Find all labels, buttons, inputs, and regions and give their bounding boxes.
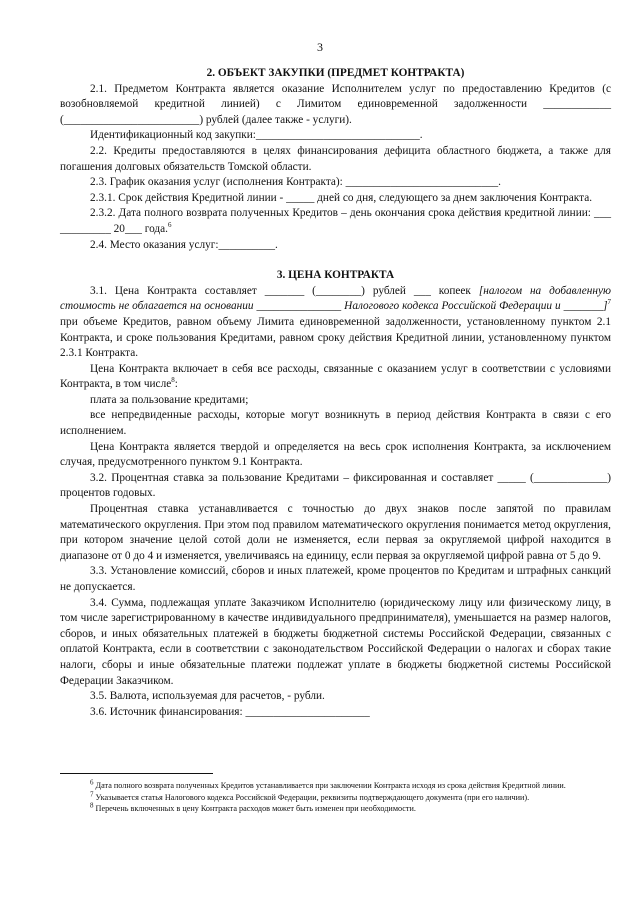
footnote-ref-7: 7 (607, 298, 611, 307)
paragraph-2-3: 2.3. График оказания услуг (исполнения Контракта): ___________________________. (90, 176, 501, 189)
paragraph-3-6: 3.6. Источник финансирования: ______________________ (90, 705, 370, 718)
footnote-8 (60, 803, 611, 815)
paragraph-2-3-2-text: 2.3.2. Дата полного возврата полученных Кредитов – день окончания срока действия кредитной линии: ___ _________ 20___ года. (60, 207, 611, 235)
paragraph-purchase-id: Идентификационный код закупки:_____________________________. (90, 129, 423, 142)
paragraph-price-includes-end: : (174, 378, 178, 391)
paragraph-price-includes (60, 362, 611, 393)
list-item-interest-fee: плата за пользование кредитами; (90, 393, 249, 406)
paragraph-3-1-end: при объеме Кредитов, равном объему Лимита единовременной задолженности, установленному пунктом 2.1 Контракта, и сроке пользования Кредитами, равном сроку действия Кредитной линии, установленному пунктом 2.3.1 Контракта. (60, 315, 611, 360)
paragraph-3-1-start: 3.1. Цена Контракта составляет _______ (________) рублей ___ копеек (90, 284, 479, 297)
footnote-6 (60, 780, 611, 792)
paragraph-3-5: 3.5. Валюта, используемая для расчетов, - рубли. (90, 690, 325, 703)
footnote-ref-8: 8 (171, 376, 175, 385)
footnote-7 (60, 789, 611, 804)
paragraph-2-2: 2.2. Кредиты предоставляются в целях финансирования дефицита областного бюджета, а также для погашения долговых обязательств Томской области. (60, 144, 611, 173)
footnotes (60, 780, 611, 815)
paragraph-2-1: 2.1. Предметом Контракта является оказание Исполнителем услуг по предоставлению Кредитов (с возобновляемой кредитной линией) с Лимитом единовременной задолженности ____________ (________________________) рублей (далее также - услуги). (60, 82, 611, 126)
footnote-number: 7 (90, 789, 94, 798)
paragraph-2-4: 2.4. Место оказания услуг:__________. (90, 238, 278, 251)
paragraph-price-includes-text: Цена Контракта включает в себя все расходы, связанные с оказанием услуг в соответствии с условиями Контракта, в том числе (60, 362, 611, 391)
list-item-unforeseen: все непредвиденные расходы, которые могут возникнуть в период действия Контракта в связи с его исполнением. (60, 409, 611, 438)
section-2-heading: 2. ОБЪЕКТ ЗАКУПКИ (ПРЕДМЕТ КОНТРАКТА) (206, 67, 465, 79)
paragraph-2-3-1: 2.3.1. Срок действия Кредитной линии - _____ дней со дня, следующего за днем заключения Контракта. (90, 191, 593, 204)
footnote-number: 8 (90, 801, 94, 810)
paragraph-3-3: 3.3. Установление комиссий, сборов и иных платежей, кроме процентов по Кредитам и штрафных санкций не допускается. (60, 565, 611, 593)
paragraph-3-4: 3.4. Сумма, подлежащая уплате Заказчиком Исполнителю (юридическому лицу или физическому лицу, в том числе зарегистрированному в качестве индивидуального предпринимателя), уменьшается на размер налогов, сборов, и иных обязательных платежей в бюджеты бюджетной системы Российской Федерации, связанных с оплатой Контракта, если в соответствии с законодательством Российской Федерации о налогах и сборах такие налоги, сборы и иные обязательные платежи подлежат уплате в бюджеты бюджетной системы Российской Федерации Заказчиком. (60, 596, 611, 687)
paragraph-rounding: Процентная ставка устанавливается с точностью до двух знаков после запятой по правилам математического округления. При этом под правилом математического округления понимается метод округления, при котором значение целой сотой доли не изменяется, если первая за округляемой цифрой находится в диапазоне от 0 до 4 и изменяется, увеличиваясь на единицу, если первая за округляемой цифрой равна от 5 до 9. (60, 503, 611, 562)
page-number: 3 (317, 40, 323, 54)
paragraph-2-3-2 (60, 206, 611, 237)
footnote-text: Перечень включенных в цену Контракта расходов может быть изменен при необходимости. (95, 804, 416, 813)
footnote-ref-6: 6 (168, 221, 172, 230)
footnote-number: 6 (90, 778, 94, 787)
paragraph-3-1-tax-clause: [налогом на добавленную стоимость не облагается на основании _______________ Налогового кодекса Российской Федерации и _______] (60, 284, 611, 313)
paragraph-3-1 (60, 284, 611, 362)
paragraph-3-2: 3.2. Процентная ставка за пользование Кредитами – фиксированная и составляет _____ (_____________) процентов годовых. (60, 471, 611, 500)
page-body (60, 66, 611, 720)
section-3-heading: 3. ЦЕНА КОНТРАКТА (276, 269, 395, 282)
footnote-separator (60, 773, 213, 774)
footnote-text: Указывается статья Налогового кодекса Российской Федерации, реквизиты подтверждающего документа (при его наличии). (95, 792, 530, 802)
paragraph-price-fixed: Цена Контракта является твердой и определяется на весь срок исполнения Контракта, за исключением случая, предусмотренного пунктом 9.1 Контракта. (60, 440, 611, 469)
footnote-text: Дата полного возврата полученных Кредитов устанавливается при заключении Контракта исходя из срока действия Кредитной линии. (95, 781, 566, 790)
